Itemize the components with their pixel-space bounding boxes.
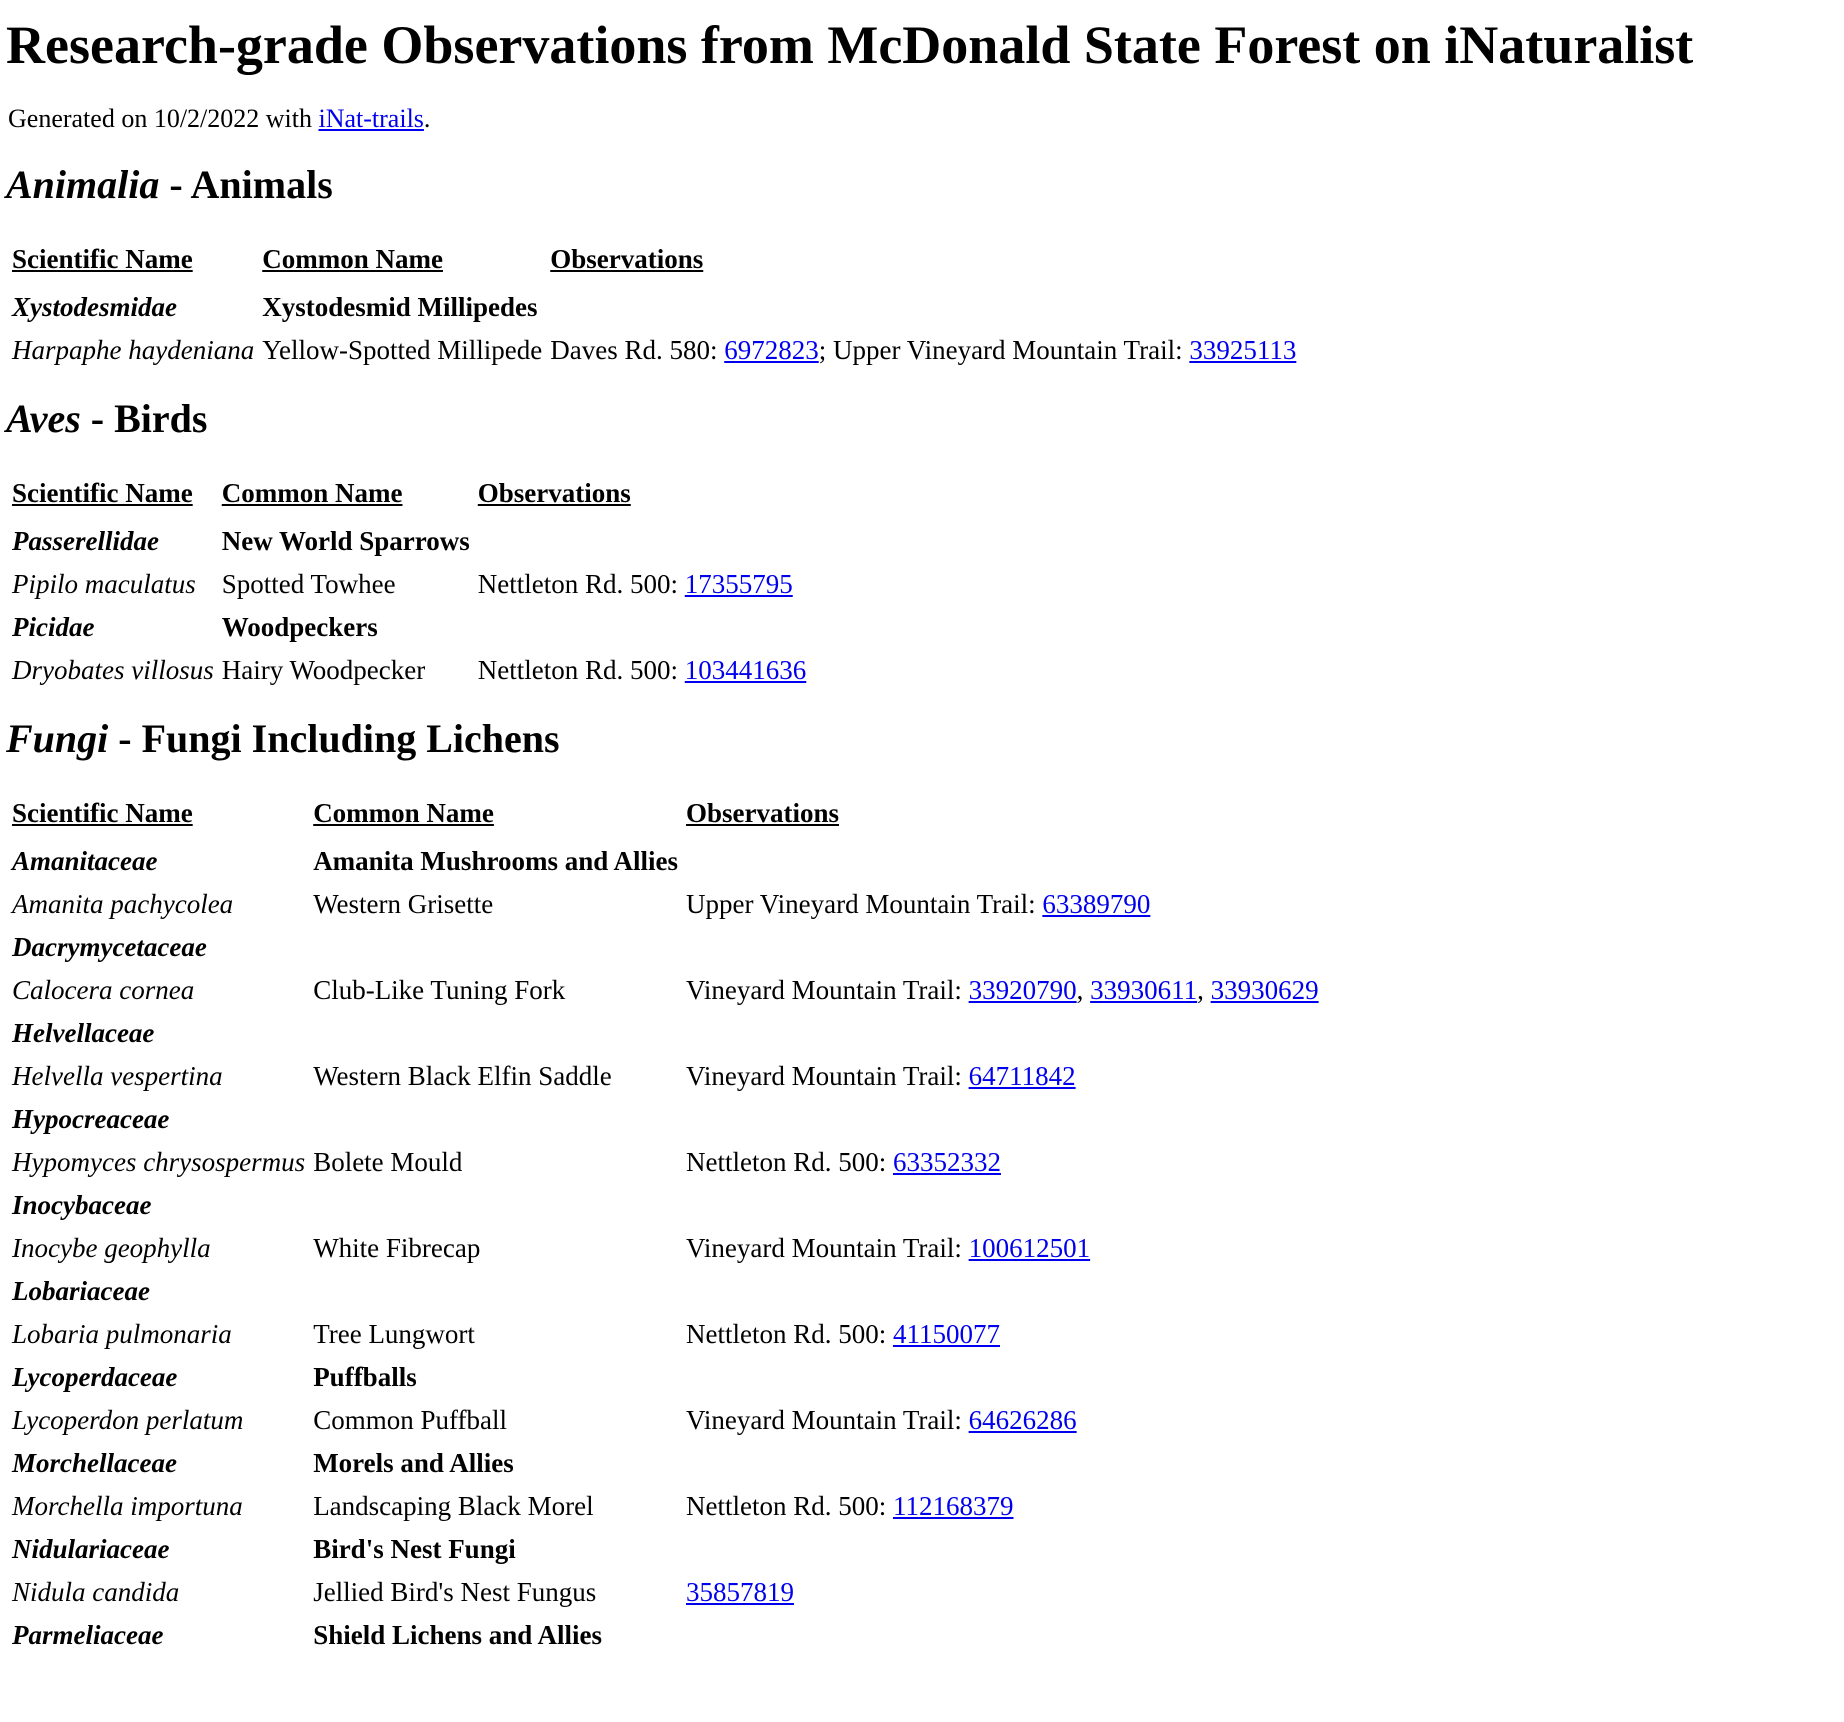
species-row	[12, 1571, 1323, 1614]
scientific-name-cell: Lobariaceae	[12, 1276, 150, 1306]
common-name-cell: Common Puffball	[313, 1405, 507, 1435]
observations-cell	[550, 329, 1300, 372]
observations-cell	[478, 563, 810, 606]
family-row	[12, 926, 1323, 969]
observations-cell	[686, 1313, 1323, 1356]
header-observations: Observations	[477, 478, 631, 508]
observation-link[interactable]: 35857819	[686, 1577, 794, 1607]
observations-cell	[478, 520, 810, 563]
header-scientific-name: Scientific Name	[12, 798, 193, 828]
inat-trails-link[interactable]: iNat-trails	[318, 104, 424, 133]
observation-link[interactable]: 33925113	[1189, 335, 1297, 365]
header-common-name: Common Name	[313, 798, 494, 828]
species-row	[12, 883, 1323, 926]
observation-location: Nettleton Rd. 500:	[477, 655, 685, 685]
observation-location: Nettleton Rd. 500:	[686, 1319, 893, 1349]
header-common-name: Common Name	[221, 478, 403, 508]
scientific-name-cell: Lycoperdaceae	[12, 1362, 178, 1392]
species-row	[12, 1055, 1323, 1098]
observations-cell	[478, 606, 810, 649]
family-row	[12, 1012, 1323, 1055]
observation-link[interactable]: 17355795	[684, 569, 793, 599]
species-row	[12, 1485, 1323, 1528]
species-row	[12, 969, 1323, 1012]
species-row	[12, 1227, 1323, 1270]
scientific-name-cell: Morchellaceae	[12, 1448, 177, 1478]
family-row	[12, 1442, 1323, 1485]
scientific-name-cell: Inocybe geophylla	[12, 1233, 211, 1263]
observation-link[interactable]: 64711842	[968, 1061, 1076, 1091]
scientific-name-cell: Hypocreaceae	[12, 1104, 170, 1134]
generated-suffix: .	[423, 104, 431, 133]
observation-location: Vineyard Mountain Trail:	[686, 1061, 969, 1091]
observation-location: ; Upper Vineyard Mountain Trail:	[818, 335, 1190, 365]
common-name-cell: White Fibrecap	[313, 1233, 481, 1263]
header-observations: Observations	[686, 798, 840, 828]
common-name-cell: Spotted Towhee	[221, 569, 396, 599]
observation-link[interactable]: 64626286	[968, 1405, 1077, 1435]
header-scientific-name: Scientific Name	[12, 478, 193, 508]
common-name-cell: Landscaping Black Morel	[313, 1491, 594, 1521]
header-observations: Observations	[550, 244, 704, 274]
species-row	[12, 649, 810, 692]
family-row	[12, 840, 1323, 883]
common-name-cell: Hairy Woodpecker	[221, 655, 426, 685]
common-name-cell: Morels and Allies	[313, 1448, 514, 1478]
scientific-name-cell: Inocybaceae	[12, 1190, 152, 1220]
scientific-name-cell: Morchella importuna	[12, 1491, 243, 1521]
scientific-name-cell: Dacrymycetaceae	[12, 932, 207, 962]
section-scientific-name: Animalia	[6, 162, 160, 207]
observation-location: Nettleton Rd. 500:	[477, 569, 685, 599]
observation-link[interactable]: 33930629	[1210, 975, 1319, 1005]
observation-location: ,	[1076, 975, 1091, 1005]
observations-cell	[686, 1571, 1323, 1614]
section-scientific-name: Fungi	[6, 716, 109, 761]
common-name-cell: Yellow-Spotted Millipede	[262, 335, 543, 365]
observations-cell	[478, 649, 810, 692]
table-header-row	[12, 232, 1300, 286]
species-row	[12, 563, 810, 606]
observations-cell	[686, 1399, 1323, 1442]
family-row	[12, 1270, 1323, 1313]
table-header-row	[12, 466, 810, 520]
observations-cell	[686, 1184, 1323, 1227]
section-separator: -	[159, 162, 191, 207]
observations-cell	[686, 969, 1323, 1012]
family-row	[12, 1098, 1323, 1141]
section-common-name: Animals	[190, 162, 333, 207]
observation-location: Nettleton Rd. 500:	[686, 1491, 893, 1521]
scientific-name-cell: Parmeliaceae	[12, 1620, 164, 1650]
common-name-cell: Puffballs	[313, 1362, 417, 1392]
observation-link[interactable]: 41150077	[892, 1319, 1000, 1349]
species-row	[12, 1399, 1323, 1442]
common-name-cell: Western Black Elfin Saddle	[313, 1061, 612, 1091]
common-name-cell: Xystodesmid Millipedes	[262, 292, 538, 322]
scientific-name-cell: Amanita pachycolea	[12, 889, 234, 919]
common-name-cell: Bolete Mould	[313, 1147, 463, 1177]
section-separator: -	[108, 716, 142, 761]
common-name-cell: Bird's Nest Fungi	[313, 1534, 516, 1564]
scientific-name-cell: Dryobates villosus	[12, 655, 214, 685]
scientific-name-cell: Amanitaceae	[12, 846, 158, 876]
observation-link[interactable]: 112168379	[892, 1491, 1014, 1521]
observations-cell	[686, 926, 1323, 969]
observation-link[interactable]: 63352332	[892, 1147, 1001, 1177]
scientific-name-cell: Lobaria pulmonaria	[12, 1319, 232, 1349]
section-heading	[6, 160, 1844, 210]
observations-cell	[550, 286, 1300, 329]
family-row	[12, 520, 810, 563]
table-header-row	[12, 786, 1323, 840]
observations-cell	[686, 1442, 1323, 1485]
scientific-name-cell: Passerellidae	[12, 526, 159, 556]
species-row	[12, 1313, 1323, 1356]
common-name-cell: New World Sparrows	[221, 526, 470, 556]
observations-cell	[686, 1141, 1323, 1184]
observations-cell	[686, 1528, 1323, 1571]
family-row	[12, 1356, 1323, 1399]
common-name-cell	[313, 1098, 682, 1141]
scientific-name-cell: Pipilo maculatus	[12, 569, 196, 599]
header-common-name: Common Name	[262, 244, 443, 274]
observations-cell	[686, 1270, 1323, 1313]
observations-cell	[686, 840, 1323, 883]
observation-link[interactable]: 100612501	[968, 1233, 1091, 1263]
observation-location: ,	[1197, 975, 1211, 1005]
observation-location: Vineyard Mountain Trail:	[686, 975, 969, 1005]
common-name-cell: Jellied Bird's Nest Fungus	[313, 1577, 597, 1607]
header-scientific-name: Scientific Name	[12, 244, 193, 274]
common-name-cell: Tree Lungwort	[313, 1319, 475, 1349]
scientific-name-cell: Xystodesmidae	[12, 292, 177, 322]
family-row	[12, 1184, 1323, 1227]
observation-link[interactable]: 33920790	[968, 975, 1077, 1005]
common-name-cell: Woodpeckers	[221, 612, 378, 642]
observations-cell	[686, 1055, 1323, 1098]
common-name-cell: Shield Lichens and Allies	[313, 1620, 603, 1650]
page-title: Research-grade Observations from McDonald State Forest on iNaturalist	[6, 15, 1694, 75]
family-row	[12, 286, 1300, 329]
scientific-name-cell: Lycoperdon perlatum	[12, 1405, 244, 1435]
scientific-name-cell: Helvellaceae	[12, 1018, 155, 1048]
common-name-cell: Amanita Mushrooms and Allies	[313, 846, 678, 876]
observation-location: Vineyard Mountain Trail:	[686, 1405, 969, 1435]
section-heading	[6, 714, 1844, 764]
observations-cell	[686, 1227, 1323, 1270]
observations-cell	[686, 1098, 1323, 1141]
observations-table	[8, 786, 1327, 1657]
scientific-name-cell: Nidulariaceae	[12, 1534, 170, 1564]
species-row	[12, 1141, 1323, 1184]
section-separator: -	[80, 396, 115, 441]
observations-cell	[686, 1485, 1323, 1528]
observations-cell	[686, 1356, 1323, 1399]
common-name-cell	[313, 926, 682, 969]
scientific-name-cell: Helvella vespertina	[12, 1061, 223, 1091]
observation-location: Vineyard Mountain Trail:	[686, 1233, 969, 1263]
observation-link[interactable]: 103441636	[684, 655, 807, 685]
observations-table	[8, 232, 1304, 372]
taxa-sections	[6, 160, 1844, 1657]
observation-link[interactable]: 33930611	[1090, 975, 1198, 1005]
species-row	[12, 329, 1300, 372]
section-scientific-name: Aves	[6, 396, 81, 441]
observation-link[interactable]: 63389790	[1042, 889, 1151, 919]
family-row	[12, 1614, 1323, 1657]
scientific-name-cell: Hypomyces chrysospermus	[12, 1147, 306, 1177]
observation-location: Nettleton Rd. 500:	[686, 1147, 893, 1177]
observations-cell	[686, 1614, 1323, 1657]
observation-link[interactable]: 6972823	[724, 335, 819, 365]
observation-location: Daves Rd. 580:	[550, 335, 725, 365]
scientific-name-cell: Picidae	[12, 612, 95, 642]
family-row	[12, 1528, 1323, 1571]
scientific-name-cell: Harpaphe haydeniana	[12, 335, 255, 365]
observations-cell	[686, 883, 1323, 926]
common-name-cell	[313, 1012, 682, 1055]
common-name-cell: Club-Like Tuning Fork	[313, 975, 566, 1005]
section-heading	[6, 394, 1844, 444]
section-common-name: Fungi Including Lichens	[141, 716, 560, 761]
section-common-name: Birds	[114, 396, 208, 441]
observations-cell	[686, 1012, 1323, 1055]
observations-table	[8, 466, 814, 692]
scientific-name-cell: Calocera cornea	[12, 975, 195, 1005]
family-row	[12, 606, 810, 649]
scientific-name-cell: Nidula candida	[12, 1577, 180, 1607]
generated-note	[8, 104, 1844, 134]
common-name-cell: Western Grisette	[313, 889, 494, 919]
generated-prefix: Generated on 10/2/2022 with	[8, 104, 319, 133]
common-name-cell	[313, 1184, 682, 1227]
observation-location: Upper Vineyard Mountain Trail:	[686, 889, 1043, 919]
common-name-cell	[313, 1270, 682, 1313]
